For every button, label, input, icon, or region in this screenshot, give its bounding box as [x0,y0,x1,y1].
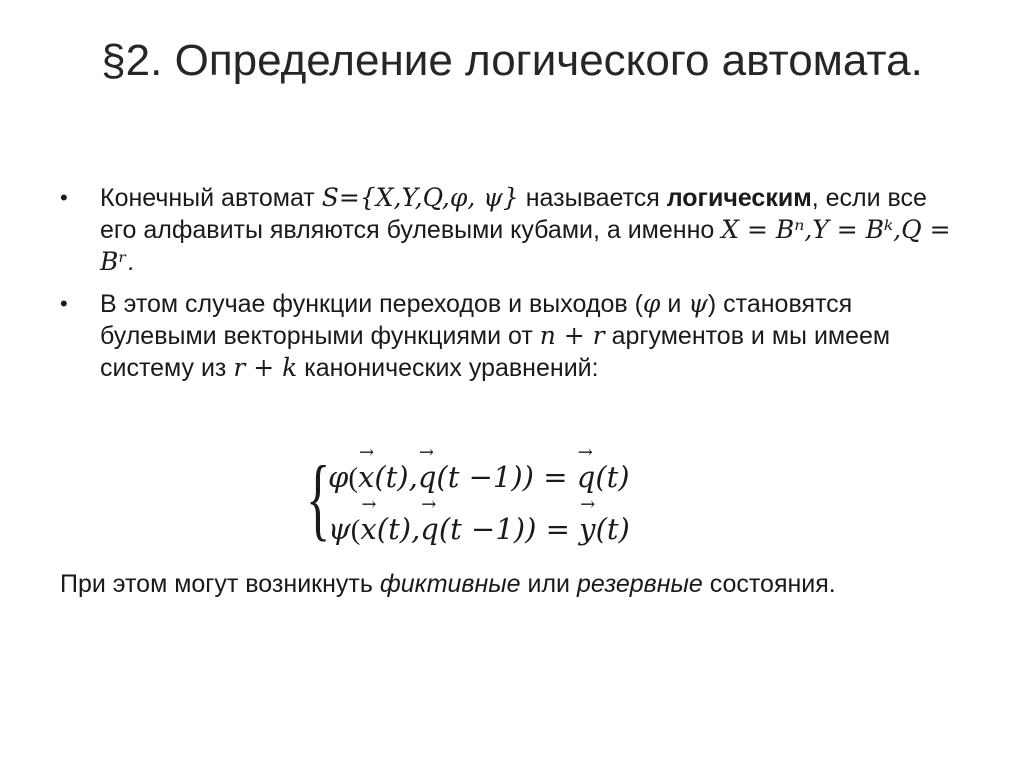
arg-text: (t), [376,512,421,546]
text: канонических уравнений: [297,354,599,382]
paren: ( [348,462,358,494]
vector-q-result: → q [577,460,596,494]
bullet-icon: • [60,291,68,316]
arg-text: (t −1)) = [436,460,577,494]
left-brace: { [306,447,331,549]
text: называется [518,184,667,212]
text: ) становятся булевыми векторными функциями от [100,290,853,350]
text: и [660,290,689,318]
vector-x: → x [360,512,376,546]
arg-text: (t) [595,512,630,546]
text: При этом могут возникнуть [60,570,380,598]
psi-symbol: ψ [328,512,351,546]
bullet-item-definition [60,182,960,278]
phi-symbol: φ [328,460,349,494]
vector-y-result: → y [579,512,595,546]
text: Конечный автомат [100,184,322,212]
text: или [520,570,577,598]
text: состояния. [702,570,836,598]
text: аргументов и мы имеем систему из [100,322,891,382]
bullet-list [60,182,960,394]
arg-text: (t) [595,460,630,494]
text: В этом случае функции переходов и выходов ( [100,290,643,318]
math-automaton: S={X,Y,Q,φ, ψ} [321,183,519,212]
math-alphabets: X = Bⁿ,Y = Bᵏ,Q = Bʳ [100,215,951,276]
equation-output [328,512,630,547]
arg-text: (t −1)) = [438,512,580,546]
note-paragraph [60,568,940,601]
text: , если все его алфавиты являются булевыми кубами, а именно [100,184,927,244]
math-psi: ψ [688,289,708,318]
slide-title: §2. Определение логического автомата. [101,36,923,85]
bullet-item-functions [60,288,960,384]
arg-text: (t), [374,460,418,494]
equation-transition [328,460,630,495]
vector-q: → q [418,460,437,494]
vector-q: → q [420,512,439,546]
math-r-plus-k: r + k [233,353,298,382]
math-phi: φ [642,289,661,318]
bold-term: логическим [666,184,812,212]
text: . [127,248,135,276]
italic-term-fictive: фиктивные [379,570,521,598]
italic-term-reserve: резервные [576,570,703,598]
bullet-icon: • [60,185,68,210]
vector-x: → x [358,460,374,494]
math-n-plus-r: n + r [539,321,605,350]
equation-system [306,447,666,556]
paren: ( [350,514,361,546]
